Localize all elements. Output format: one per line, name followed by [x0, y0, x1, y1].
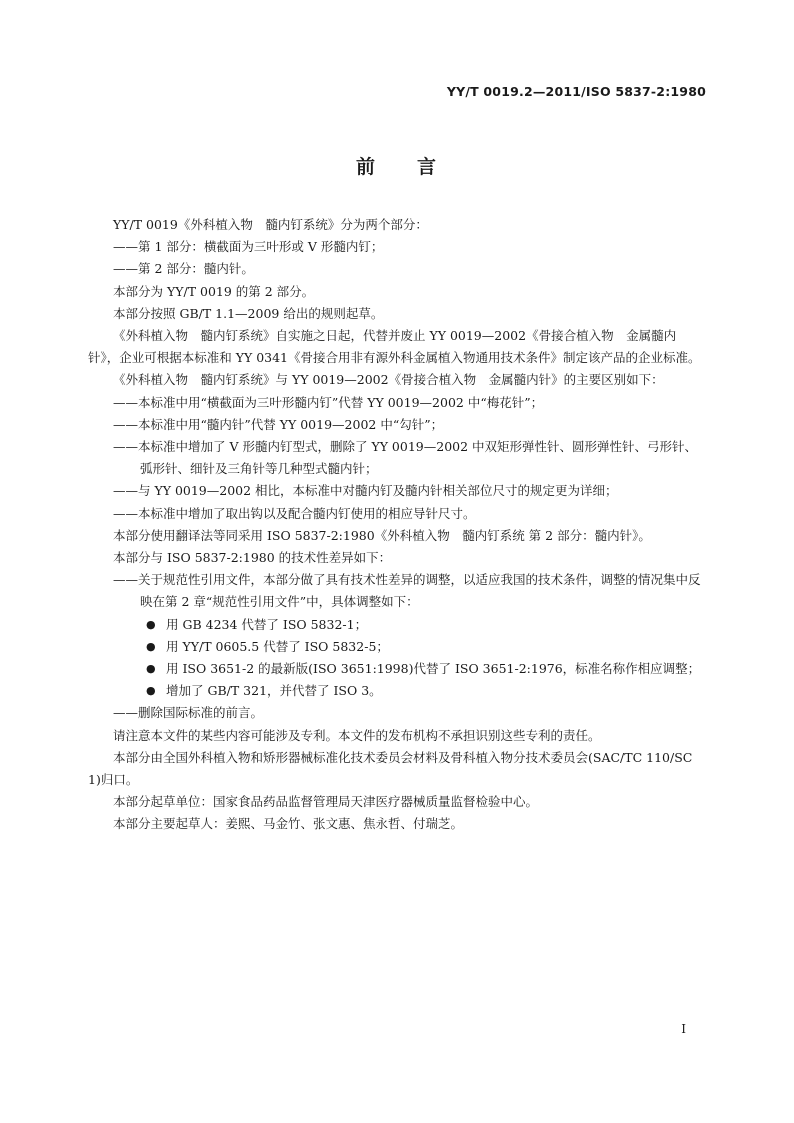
page-number: I [681, 1022, 686, 1036]
foreword-body [88, 214, 706, 836]
page-title [0, 152, 794, 179]
page-title-char-1: 前 [355, 156, 377, 178]
standard-code-header: YY/T 0019.2—2011/ISO 5837-2:1980 [446, 84, 706, 99]
paragraph: 本部分主要起草人：姜熙、马金竹、张文惠、焦永哲、付瑞芝。 [113, 816, 464, 832]
page-title-char-2: 言 [417, 156, 439, 178]
paragraph: YY/T 0019《外科植入物 髓内钉系统》分为两个部分： [113, 217, 428, 232]
paragraph: 本部分由全国外科植入物和矫形器械标准化技术委员会材料及骨科植入物分技术委员会(SAC/TC 110/SC 1)归口。 [88, 749, 693, 788]
paragraph: 《外科植入物 髓内钉系统》与 YY 0019—2002《骨接合植入物 金属髓内针》的主要区别如下： [113, 372, 664, 388]
paragraph: 请注意本文件的某些内容可能涉及专利。本文件的发布机构不承担识别这些专利的责任。 [113, 727, 601, 743]
bullet-item: ● 用 YY/T 0605.5 代替了 ISO 5832-5； [88, 636, 706, 658]
bullet-icon: ● [146, 639, 156, 653]
paragraph: 本部分按照 GB/T 1.1—2009 给出的规则起草。 [113, 305, 384, 321]
dash-item: ——本标准中用“横截面为三叶形髓内钉”代替 YY 0019—2002 中“梅花针”； [113, 394, 544, 410]
bullet-item: ● 用 ISO 3651-2 的最新版(ISO 3651:1998)代替了 ISO 3651-2:1976，标准名称作相应调整； [88, 658, 706, 680]
paragraph: 本部分为 YY/T 0019 的第 2 部分。 [113, 283, 315, 299]
paragraph: 本部分使用翻译法等同采用 ISO 5837-2:1980《外科植入物 髓内钉系统 第 2 部分：髓内针》。 [113, 527, 651, 543]
bullet-icon: ● [146, 684, 156, 698]
dash-item: ——本标准中增加了取出钩以及配合髓内钉使用的相应导针尺寸。 [113, 505, 476, 521]
paragraph: 本部分起草单位：国家食品药品监督管理局天津医疗器械质量监督检验中心。 [113, 794, 539, 810]
dash-item: ——与 YY 0019—2002 相比，本标准中对髓内钉及髓内针相关部位尺寸的规定更为详细； [113, 483, 618, 499]
bullet-icon: ● [146, 617, 156, 631]
dash-item: ——删除国际标准的前言。 [113, 705, 264, 721]
dash-item: ——第 1 部分：横截面为三叶形或 V 形髓内钉； [113, 239, 384, 255]
dash-item: ——本标准中增加了 V 形髓内钉型式，删除了 YY 0019—2002 中双矩形弹性针、圆形弹性针、弓形针、弧形针、细针及三角针等几种型式髓内针； [113, 439, 698, 477]
paragraph: 本部分与 ISO 5837-2:1980 的技术性差异如下： [113, 550, 392, 566]
bullet-item: ● 用 GB 4234 代替了 ISO 5832-1； [88, 614, 706, 636]
bullet-item: ● 增加了 GB/T 321，并代替了 ISO 3。 [88, 680, 706, 702]
paragraph: 《外科植入物 髓内钉系统》自实施之日起，代替并废止 YY 0019—2002《骨接合植入物 金属髓内针》，企业可根据本标准和 YY 0341《骨接合用非有源外科金属植入物通用技术条件》制定该产品的企业标准。 [88, 328, 701, 366]
dash-item: ——本标准中用“髓内针”代替 YY 0019—2002 中“勾针”； [113, 416, 444, 432]
dash-item: ——第 2 部分：髓内针。 [113, 261, 254, 277]
dash-item: ——关于规范性引用文件，本部分做了具有技术性差异的调整，以适应我国的技术条件，调整的情况集中反映在第 2 章“规范性引用文件”中，具体调整如下： [113, 572, 701, 610]
bullet-icon: ● [146, 662, 156, 676]
